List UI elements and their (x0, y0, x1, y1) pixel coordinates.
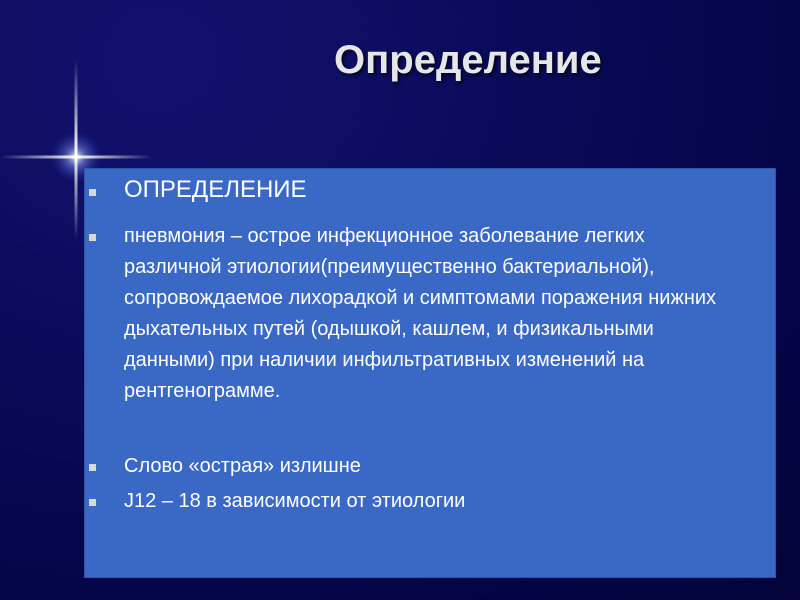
bullet-text: ОПРЕДЕЛЕНИЕ (124, 176, 307, 203)
bullet-item-code (84, 486, 744, 517)
square-bullet-icon (89, 499, 96, 506)
square-bullet-icon (89, 189, 96, 196)
bullet-item-definition (84, 221, 744, 407)
bullet-text: Слово «острая» излишне (124, 455, 361, 477)
square-bullet-icon (89, 464, 96, 471)
bullet-text: J12 – 18 в зависимости от этиологии (124, 490, 466, 512)
bullet-item-note (84, 451, 744, 482)
bullet-item-heading (84, 174, 744, 206)
slide-title: Определение (334, 38, 602, 82)
square-bullet-icon (89, 234, 96, 241)
sparkle-ray-horizontal (0, 156, 152, 159)
content-panel (84, 168, 776, 578)
bullet-text: пневмония – острое инфекционное заболевание легких различной этиологии(преимущественно бактериальной), сопровождаемое лихорадкой и симптомами поражения нижних дыхательных путей (одышкой, кашлем, и физикальными данными) при наличии инфильтративных изменений на рентгенограмме. (124, 225, 717, 402)
sparkle-ray-vertical (75, 60, 78, 240)
